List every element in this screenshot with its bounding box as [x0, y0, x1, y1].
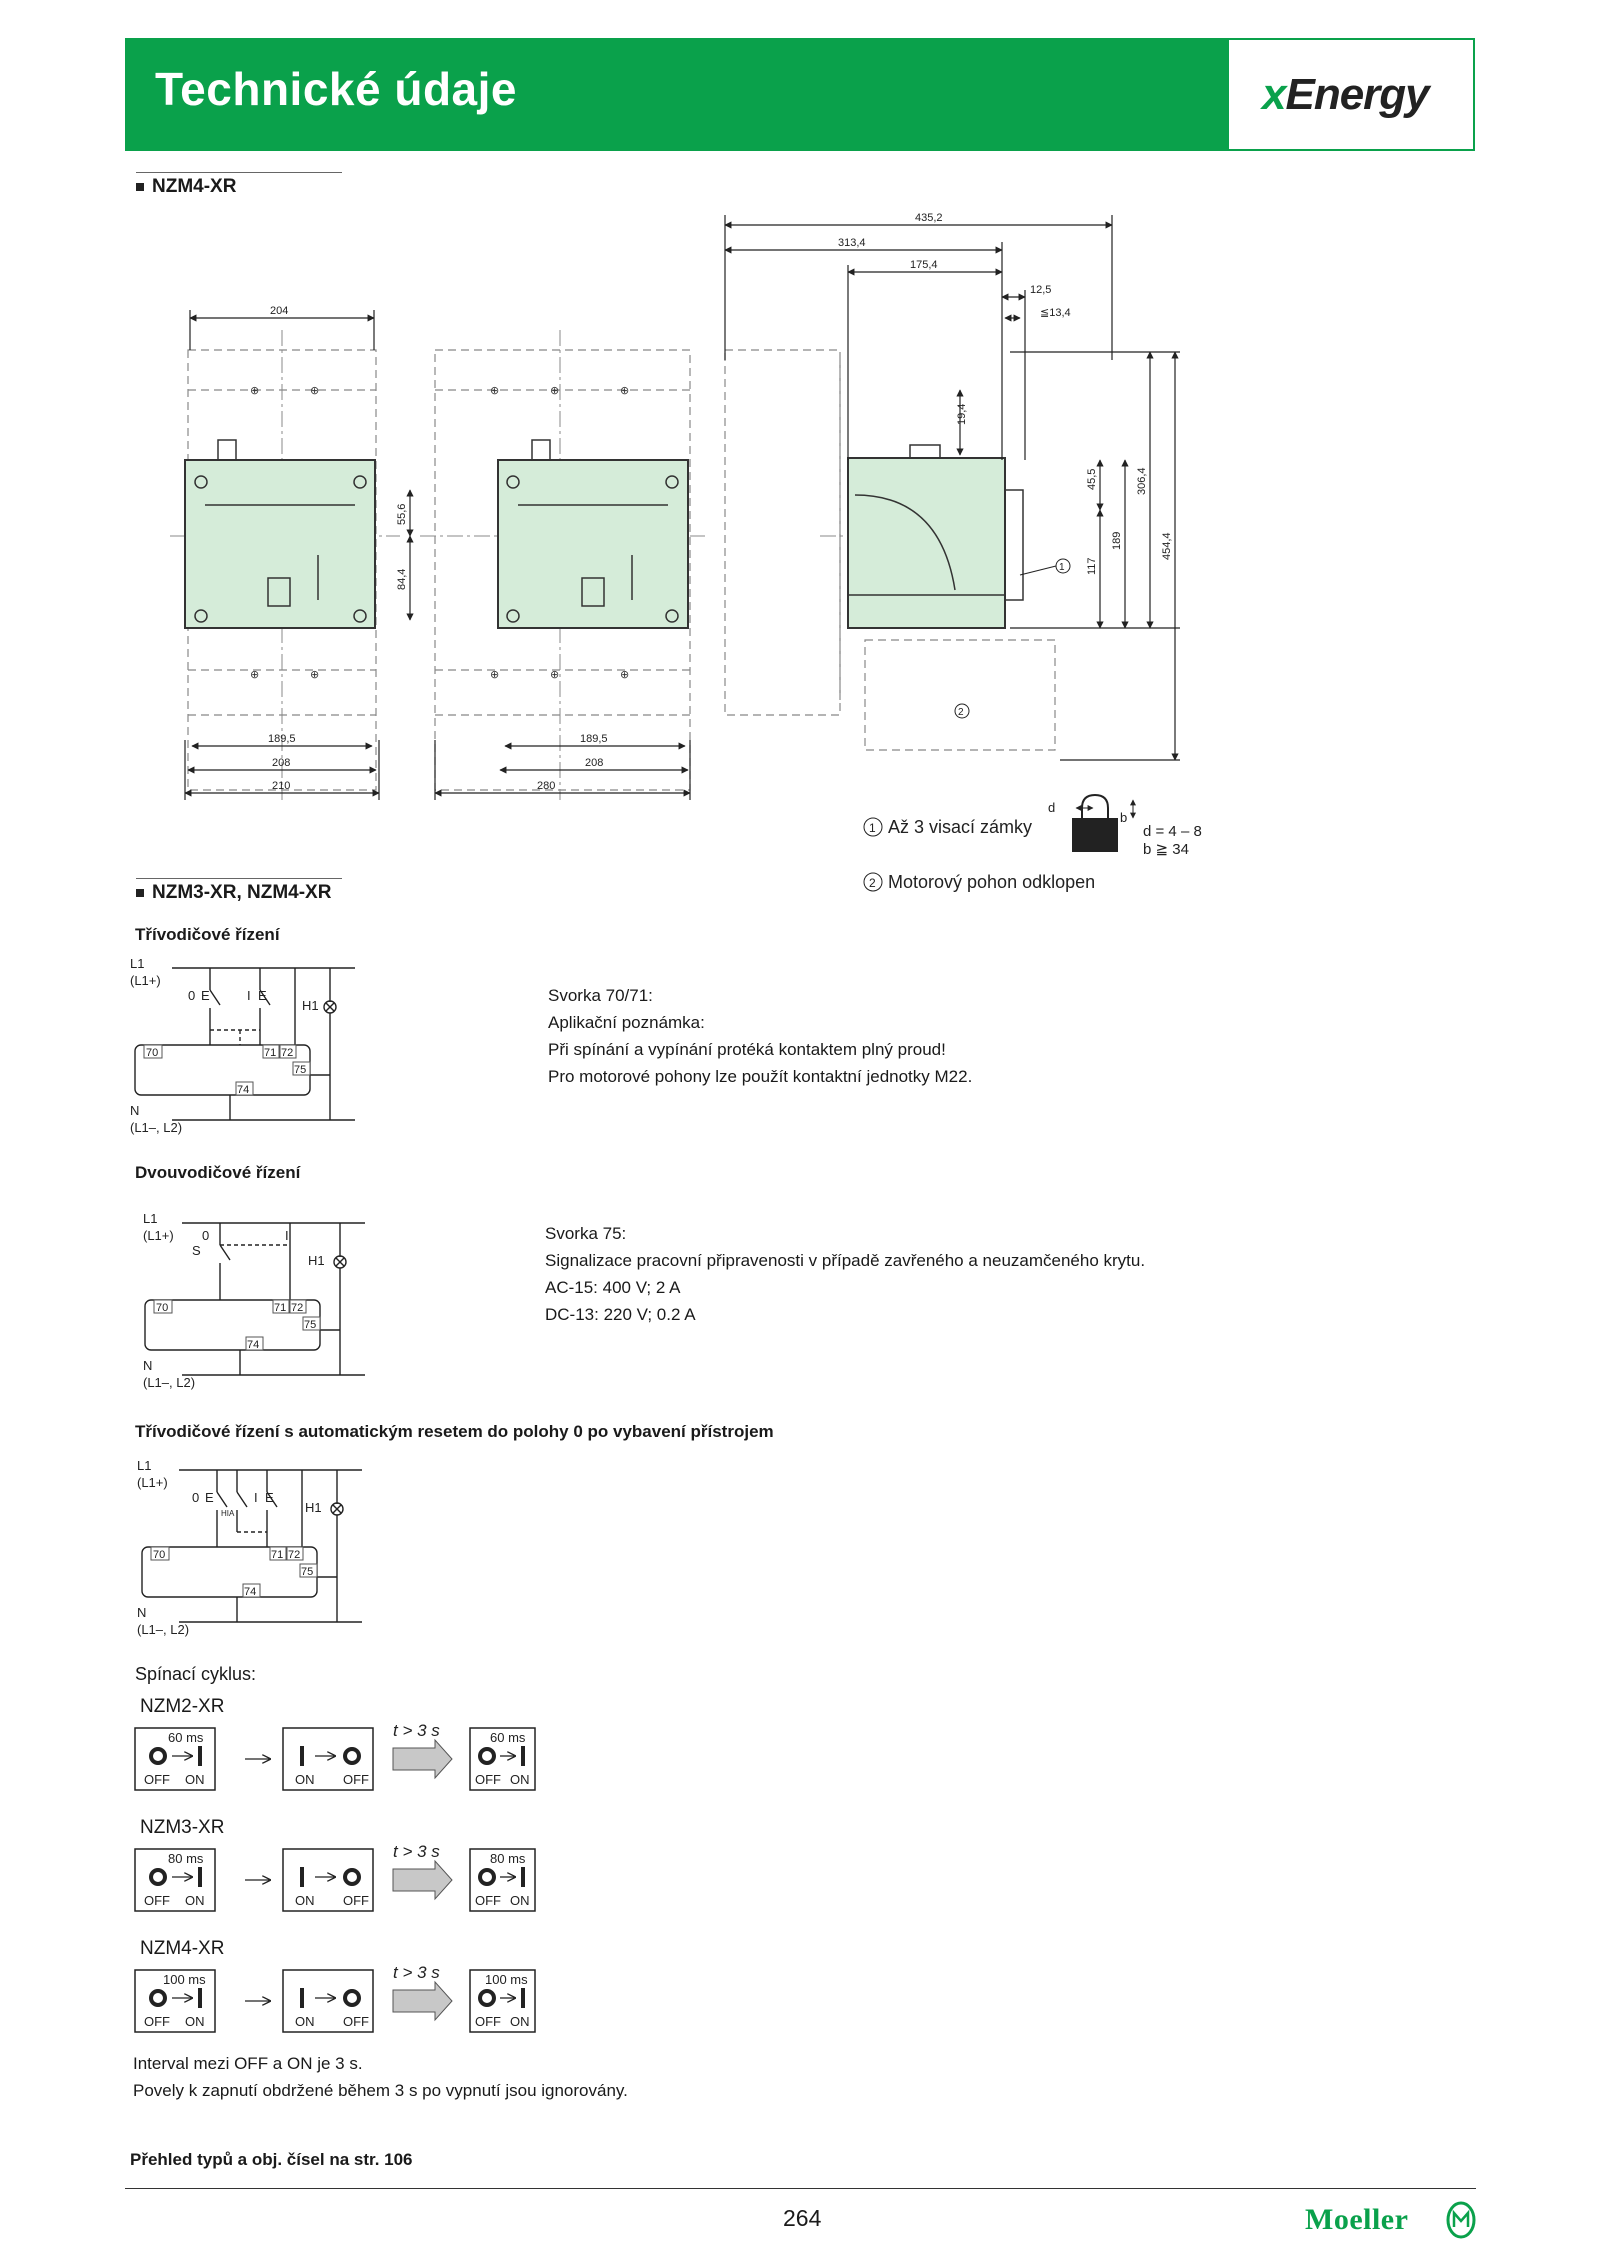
wiring-diagram-3wire [130, 950, 370, 1140]
svg-text:80 ms: 80 ms [490, 1851, 526, 1866]
svg-text:75: 75 [304, 1319, 317, 1331]
svg-text:⊕: ⊕ [250, 385, 260, 397]
svg-text:⊕: ⊕ [490, 385, 500, 397]
svg-text:100 ms: 100 ms [163, 1972, 206, 1987]
cycle-footnote: Interval mezi OFF a ON je 3 s. Povely k zapnutí obdržené během 3 s po vypnutí jsou ignorovány. [133, 2054, 628, 2100]
svg-text:60 ms: 60 ms [168, 1730, 204, 1745]
svg-text:OFF: OFF [343, 1893, 369, 1908]
dim-435: 435,2 [915, 212, 943, 224]
svg-text:OFF: OFF [475, 1772, 501, 1787]
dim-117: 117 [1086, 557, 1098, 575]
svg-text:ON: ON [185, 1772, 205, 1787]
svg-text:⊕: ⊕ [550, 669, 560, 681]
svg-text:E: E [258, 988, 267, 1003]
svg-text:75: 75 [294, 1064, 307, 1076]
dim-189-5-b: 189,5 [580, 733, 608, 745]
svg-text:80 ms: 80 ms [168, 1851, 204, 1866]
page-title: Technické údaje [155, 63, 518, 115]
dim-204: 204 [270, 305, 289, 317]
svg-text:L1: L1 [130, 956, 145, 971]
svg-text:75: 75 [301, 1566, 314, 1578]
dim-45: 45,5 [1086, 468, 1098, 490]
moeller-logo: Moeller [1305, 2203, 1409, 2236]
svg-text:L1: L1 [137, 1458, 152, 1473]
switching-cycle-diagrams [130, 1720, 570, 2040]
svg-text:I: I [247, 988, 251, 1003]
dim-189-5-a: 189,5 [268, 733, 296, 745]
lock-spec-1: d = 4 – 8 [1143, 823, 1202, 840]
dim-13: ≦13,4 [1040, 307, 1071, 319]
svg-text:(L1+): (L1+) [143, 1228, 174, 1243]
svg-text:74: 74 [244, 1586, 257, 1598]
page-number: 264 [783, 2205, 822, 2231]
svg-text:I: I [285, 1228, 289, 1243]
svg-text:70: 70 [153, 1549, 166, 1561]
svg-text:H1: H1 [308, 1253, 325, 1268]
lock-b-label: b [1120, 810, 1128, 825]
wiring-heading-2wire: Dvouvodičové řízení [135, 1163, 301, 1182]
svg-text:74: 74 [237, 1084, 250, 1096]
svg-text:(L1–, L2): (L1–, L2) [137, 1622, 190, 1637]
footer-rule [125, 2188, 1476, 2189]
svg-text:ON: ON [185, 2014, 205, 2029]
svg-text:E: E [205, 1490, 214, 1505]
dim-208-a: 208 [272, 757, 291, 769]
section-heading-nzm4: NZM4-XR [136, 176, 236, 198]
cycle-model-nzm4: NZM4-XR [140, 1938, 225, 1959]
svg-text:70: 70 [156, 1302, 169, 1314]
svg-text:⊕: ⊕ [250, 669, 260, 681]
dim-55: 55,6 [396, 503, 408, 525]
svg-text:100 ms: 100 ms [485, 1972, 528, 1987]
svg-text:0: 0 [192, 1490, 200, 1505]
svg-text:⊕: ⊕ [310, 669, 320, 681]
svg-text:ON: ON [510, 1772, 530, 1787]
dim-208-b: 208 [585, 757, 604, 769]
cycle-model-nzm2: NZM2-XR [140, 1696, 225, 1717]
cycle-model-nzm3: NZM3-XR [140, 1817, 225, 1838]
type-overview-reference: Přehled typů a obj. čísel na str. 106 [130, 2150, 413, 2169]
svg-text:t > 3 s: t > 3 s [393, 1721, 440, 1740]
dim-313: 313,4 [838, 237, 866, 249]
wiring-heading-3wire: Třívodičové řízení [135, 925, 280, 944]
svg-text:H1: H1 [305, 1500, 322, 1515]
dim-306: 306,4 [1136, 467, 1148, 495]
svg-text:60 ms: 60 ms [490, 1730, 526, 1745]
svg-text:H1: H1 [302, 998, 319, 1013]
dim-454: 454,4 [1161, 532, 1173, 560]
svg-text:ON: ON [510, 1893, 530, 1908]
svg-text:OFF: OFF [475, 2014, 501, 2029]
lock-d-label: d [1048, 800, 1056, 815]
svg-text:E: E [201, 988, 210, 1003]
wiring-diagram-2wire [140, 1205, 380, 1395]
svg-text:⊕: ⊕ [620, 385, 630, 397]
svg-text:70: 70 [146, 1047, 159, 1059]
svg-text:ON: ON [510, 2014, 530, 2029]
svg-text:t > 3 s: t > 3 s [393, 1842, 440, 1861]
cycle-heading: Spínací cyklus: [135, 1664, 257, 1684]
svg-text:⊕: ⊕ [550, 385, 560, 397]
svg-text:OFF: OFF [144, 1772, 170, 1787]
svg-text:E: E [265, 1490, 274, 1505]
dim-175: 175,4 [910, 259, 938, 271]
svg-text:ON: ON [295, 1772, 315, 1787]
legend-1-num: 1 [869, 821, 876, 835]
legend-2-num: 2 [869, 876, 876, 890]
svg-text:71: 71 [264, 1047, 277, 1059]
note-2wire: Svorka 75: Signalizace pracovní připravenosti v případě zavřeného a neuzamčeného krytu. AC-15: 400 V; 2 A DC-13: 220 V; 0.2 A [545, 1224, 1146, 1324]
legend-item-padlocks: Až 3 visací zámky [888, 817, 1033, 837]
svg-text:OFF: OFF [343, 2014, 369, 2029]
svg-text:74: 74 [247, 1339, 260, 1351]
svg-text:⊕: ⊕ [310, 385, 320, 397]
wiring-diagram-3wire-reset [137, 1452, 377, 1642]
svg-text:t > 3 s: t > 3 s [393, 1963, 440, 1982]
svg-text:HIA: HIA [221, 1509, 235, 1518]
lock-spec-2: b ≧ 34 [1143, 841, 1189, 858]
svg-text:N: N [130, 1103, 140, 1118]
logo-wordmark: Energy [1285, 70, 1429, 119]
svg-text:ON: ON [295, 2014, 315, 2029]
section-heading-nzm3-nzm4: NZM3-XR, NZM4-XR [136, 882, 331, 904]
svg-text:OFF: OFF [144, 1893, 170, 1908]
svg-text:0: 0 [202, 1228, 210, 1243]
svg-text:OFF: OFF [475, 1893, 501, 1908]
svg-text:L1: L1 [143, 1211, 158, 1226]
svg-text:72: 72 [288, 1549, 301, 1561]
svg-text:2: 2 [958, 707, 964, 718]
svg-text:(L1–, L2): (L1–, L2) [143, 1375, 196, 1390]
svg-text:ON: ON [185, 1893, 205, 1908]
svg-text:OFF: OFF [343, 1772, 369, 1787]
dim-280: 280 [537, 780, 556, 792]
svg-text:⊕: ⊕ [620, 669, 630, 681]
section-rule [136, 878, 342, 879]
svg-text:72: 72 [281, 1047, 294, 1059]
svg-text:(L1+): (L1+) [130, 973, 161, 988]
svg-text:71: 71 [271, 1549, 284, 1561]
dimension-drawing [0, 0, 1600, 920]
svg-text:⊕: ⊕ [490, 669, 500, 681]
svg-text:N: N [143, 1358, 153, 1373]
svg-text:72: 72 [291, 1302, 304, 1314]
svg-text:71: 71 [274, 1302, 287, 1314]
dim-19: 19,4 [956, 403, 968, 425]
dim-189: 189 [1111, 531, 1123, 550]
dim-210: 210 [272, 780, 291, 792]
svg-text:(L1+): (L1+) [137, 1475, 168, 1490]
svg-text:1: 1 [1059, 562, 1065, 573]
svg-text:0: 0 [188, 988, 196, 1003]
svg-text:I: I [254, 1490, 258, 1505]
svg-text:S: S [192, 1243, 201, 1258]
dim-84: 84,4 [396, 568, 408, 590]
note-3wire: Svorka 70/71: Aplikační poznámka: Při spínání a vypínání protéká kontaktem plný proud! Pro motorové pohony lze použít kontaktní jednotky M22. [548, 986, 973, 1086]
svg-text:ON: ON [295, 1893, 315, 1908]
wiring-heading-3wire-reset: Třívodičové řízení s automatickým resetem do polohy 0 po vybavení přístrojem [135, 1422, 774, 1441]
svg-text:(L1–, L2): (L1–, L2) [130, 1120, 183, 1135]
legend-item-motor: Motorový pohon odklopen [888, 872, 1096, 892]
svg-text:OFF: OFF [144, 2014, 170, 2029]
xenergy-logo: xEnergy [1262, 70, 1429, 119]
dim-12: 12,5 [1030, 284, 1052, 296]
svg-text:N: N [137, 1605, 147, 1620]
moeller-emblem-icon [1445, 2200, 1477, 2240]
